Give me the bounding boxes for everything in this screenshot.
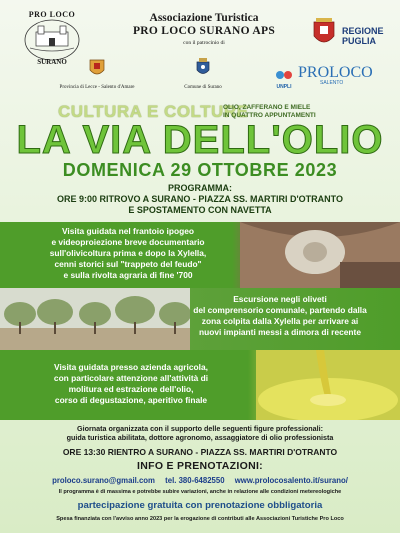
return-time: ORE 13:30 RIENTRO A SURANO - PIAZZA SS. MARTIRI D'OTRANTO (62, 447, 338, 457)
info-heading: INFO E PRENOTAZIONI: (137, 460, 263, 472)
participation-note: partecipazione gratuita con prenotazione obbligatoria (77, 500, 323, 511)
activity-3-text (6, 362, 256, 406)
unpli-text: UNPLI (276, 84, 292, 90)
disclaimer: Il programma è di massima e potrebbe subire variazioni, anche in relazione alle condizioni metereologiche (58, 489, 342, 495)
event-date: DOMENICA 29 OTTOBRE 2023 (62, 160, 338, 180)
logo-top-text: PRO LOCO (28, 10, 76, 19)
activity-line: Escursione negli oliveti (233, 294, 327, 304)
comune-caption: Comune di Surano (184, 85, 222, 90)
contacts (0, 476, 400, 485)
regione-text (342, 26, 384, 46)
phone-number[interactable]: tel. 380-6482550 (165, 476, 225, 485)
frantoio-photo (240, 222, 400, 288)
professionals-note (0, 424, 400, 442)
logo-bottom-text: SURANO (37, 58, 67, 66)
email-link[interactable]: proloco.surano@gmail.com (52, 476, 155, 485)
proloco-salento-text: PROLOCO (298, 64, 373, 81)
association-block (120, 12, 288, 46)
header (0, 0, 400, 96)
activity-line: Visita guidata presso azienda agricola, (54, 362, 208, 372)
program (0, 183, 400, 216)
activity-line: nuovi impianti messi a dimora di recente (199, 327, 361, 337)
provincia-crest-icon (88, 58, 106, 78)
association-name: PRO LOCO SURANO APS (132, 25, 276, 37)
funding-note: Spesa finanziata con l'avviso anno 2023 per la erogazione di contributi alle Associazioni Turistiche Pro Loco (56, 516, 344, 522)
activity-band-3 (0, 350, 400, 420)
activity-line: sull'olivicoltura prima e dopo la Xylella, (49, 248, 207, 258)
website-link[interactable]: www.prolocosalento.it/surano/ (234, 476, 348, 485)
provincia-caption: Provincia di Lecce - Salento d'Amare (59, 85, 135, 90)
activity-line: zona colpita dalla Xylella per arrivare ai (201, 316, 359, 326)
patronage-text: con il patrocinio di (183, 40, 225, 46)
comune-crest-icon (194, 58, 212, 78)
comune-surano (180, 58, 226, 90)
professionals-line2: guida turistica abilitata, dottore agronomo, assaggiatore di olio professionista (66, 433, 334, 442)
unpli-icon (274, 68, 294, 82)
activity-2-text (160, 294, 400, 338)
subtitle-right-line1: OLIO, ZAFFERANO E MIELE (223, 104, 311, 111)
activity-line: Visita guidata nel frantoio ipogeo (62, 226, 194, 236)
activity-line: con particolare attenzione all'attività di (53, 373, 209, 383)
program-line1: ORE 9:00 RITROVO A SURANO - PIAZZA SS. MARTIRI D'OTRANTO (57, 194, 343, 204)
association-type: Associazione Turistica (149, 12, 259, 24)
proloco-salento-logo (298, 64, 373, 86)
activity-line: e videoproiezione breve documentario (51, 237, 205, 247)
activity-1-text (8, 226, 248, 281)
main-title: LA VIA DELL'OLIO (16, 118, 384, 162)
activity-band-1 (0, 222, 400, 288)
subtitle-right-line2: IN QUATTRO APPUNTAMENTI (223, 112, 316, 119)
provincia-lecce (56, 58, 138, 90)
activity-line: del comprensorio comunale, partendo dalla (193, 305, 367, 315)
activity-line: e sulla rivolta agraria di fine '700 (63, 270, 193, 280)
proloco-salento-sub: SALENTO (320, 80, 344, 86)
regione-crest-icon (312, 18, 336, 48)
unpli-logo (272, 68, 296, 90)
program-heading: PROGRAMMA: (168, 183, 232, 193)
activity-line: molitura ed estrazione dell'olio, (68, 384, 194, 394)
activity-band-2 (0, 288, 400, 350)
regione-line1: REGIONE (342, 26, 384, 36)
activity-line: corso di degustazione, aperitivo finale (54, 395, 208, 405)
activity-line: cenni storici sul "trappeto del feudo" (54, 259, 202, 269)
professionals-line1: Giornata organizzata con il supporto delle seguenti figure professionali: (76, 424, 323, 433)
program-line2: E SPOSTAMENTO CON NAVETTA (128, 205, 272, 215)
subtitle: CULTURA E COLTURE (58, 102, 249, 121)
olive-oil-photo (256, 350, 400, 420)
regione-line2: PUGLIA (342, 36, 377, 46)
